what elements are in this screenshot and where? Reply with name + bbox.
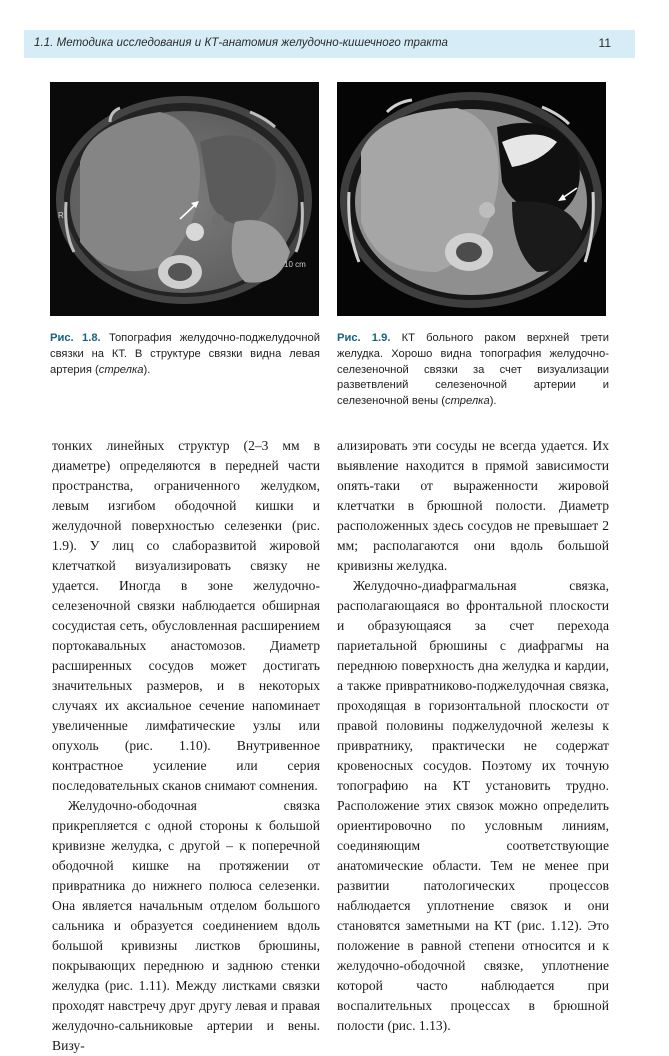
- body-paragraph: тонких линейных структур (2–3 мм в диаметре) определяются в передней части пространства, ограниченного желудком, левым изгибом ободочной кишки и желудочной поверхностью селезенки (рис. 1.9). У лиц со слаборазвитой жировой клетчаткой визуализировать связку не удается. Иногда в зоне желудочно-селезеночной связки наблюдается обширная сосудистая сеть, обусловленная расширением портокавальных анастомозов. Диаметр расширенных сосудов может достигать значительных размеров, и в некоторых случаях их аксиальное сечение напоминает увеличенные лимфатические узлы или опухоль (рис. 1.10). Внутривенное контрастное усиление или серия последовательных сканов снимают сомнения.: [52, 438, 320, 793]
- figure-1-9-caption: [337, 331, 609, 410]
- ct-scan-1-8: [50, 82, 319, 316]
- body-right-column: [337, 436, 609, 1036]
- ct-side-marker: R: [58, 211, 64, 220]
- page-number: 11: [598, 36, 611, 50]
- body-paragraph: Желудочно-диафрагмальная связка, располагающаяся во фронтальной плоскости и образующаяся за счет перехода париетальной брюшины с диафрагмы на переднюю поверхность дна желудка и кардии, а также привратниково-поджелудочная связка, проходящая в горизонтальной плоскости от правой половины поджелудочной железы к привратнику, практически не содержат кровеносных сосудов. Поэтому их точную топографию на КТ установить трудно. Расположение этих связок можно определить ориентировочно по условным линиям, соединяющим соответствующие анатомические области. Тем не менее при развитии патологических процессов наблюдается уплотнение связок и они становятся заметными на КТ (рис. 1.12). Это положение в равной степени относится и к желудочно-ободочной связке, уплотнение которой часто наблюдается при воспалительных процессах в брюшной полости (рис. 1.13).: [337, 578, 609, 1033]
- figure-1-9-caption-italic: стрелка: [445, 395, 490, 408]
- figure-1-8-caption: [50, 331, 320, 378]
- body-left-column: [52, 436, 320, 1056]
- figure-1-8-caption-text: Топография желудочно-поджелудочной связки на КТ. В структуре связки видна левая артерия (: [50, 332, 320, 376]
- figure-1-8-ct-image: [50, 82, 319, 316]
- ct-scale-label: 10 cm: [284, 260, 306, 269]
- running-title: 1.1. Методика исследования и КТ-анатомия желудочно-кишечного тракта: [34, 37, 448, 49]
- figure-1-8-caption-end: ).: [143, 363, 151, 376]
- body-paragraph: ализировать эти сосуды не всегда удается. Их выявление находится в прямой зависимости опять-таки от выраженности жировой клетчатки в брюшной полости. Диаметр расположенных здесь сосудов не превышает 2 мм; располагаются они вдоль большой кривизны желудка.: [337, 438, 609, 573]
- figure-1-9-caption-end: ).: [489, 395, 497, 408]
- figure-1-9-label: Рис. 1.9.: [337, 332, 391, 344]
- figure-1-8-caption-italic: стрелка: [98, 363, 144, 376]
- body-paragraph: Желудочно-ободочная связка прикрепляется с одной стороны к большой кривизне желудка, с другой – к поперечной ободочной кишке на протяжении от привратника до нижнего полюса селезенки. Она является начальным отделом большого сальника и образуется соединением вдоль большой кривизны листков брюшины, покрывающих переднюю и заднюю стенки желудка (рис. 1.11). Между листками связки проходят навстречу друг другу левая и правая желудочно-сальниковые артерии и вены. Визу-: [52, 798, 320, 1053]
- figure-1-8-label: Рис. 1.8.: [50, 332, 101, 344]
- figure-1-9-ct-image: [337, 82, 606, 316]
- ct-scan-1-9: [337, 82, 606, 316]
- figure-1-9-caption-text: КТ больного раком верхней трети желудка. Хорошо видна топография желудочно-селезеночной связки за счет визуализации разветвлений селезеночной артерии и селезеночной вены (: [337, 332, 609, 408]
